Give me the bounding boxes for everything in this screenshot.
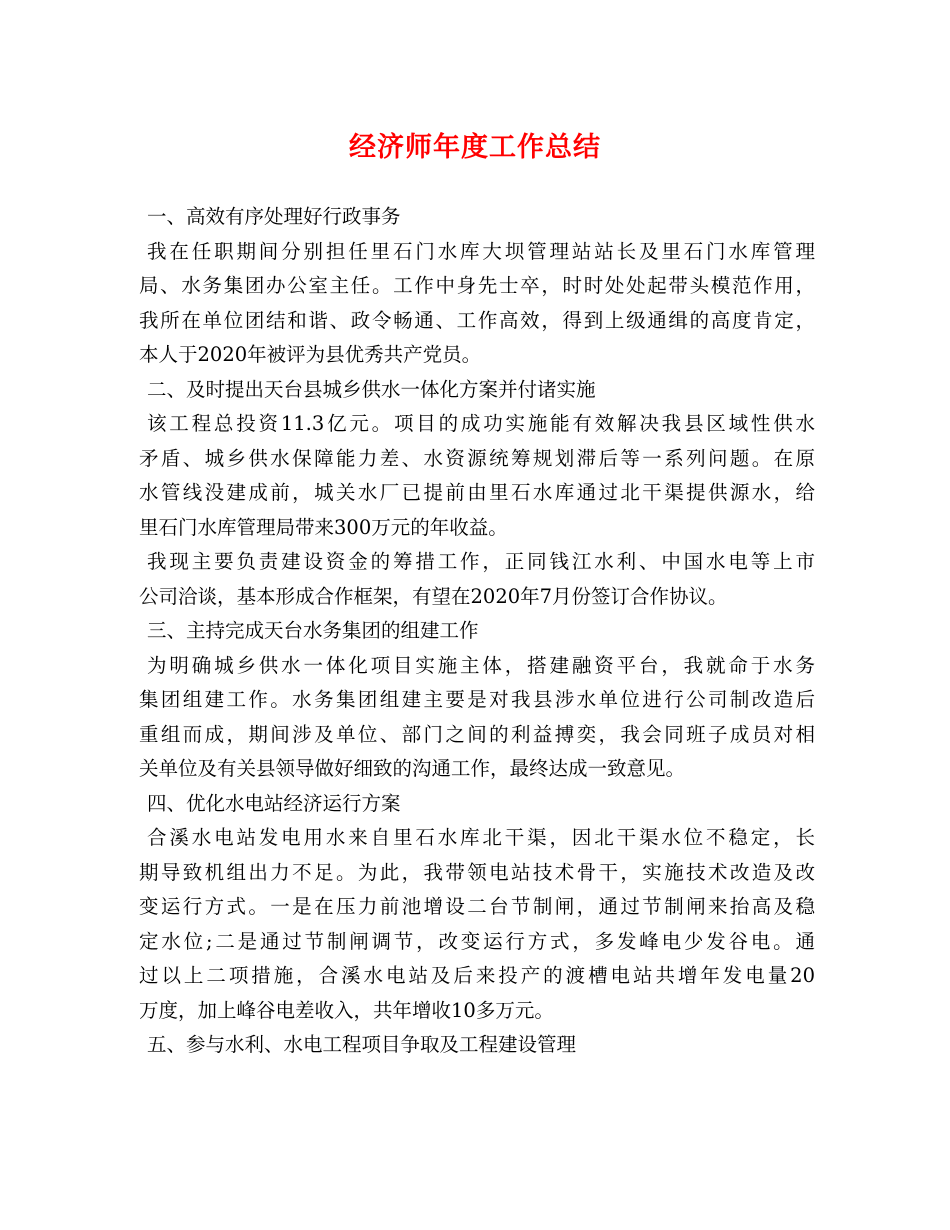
section-heading-2: 二、及时提出天台县城乡供水一体化方案并付诸实施 xyxy=(147,377,596,401)
paragraph-line: 公司洽谈，基本形成合作框架，有望在2020年7月份签订合作协议。 xyxy=(139,584,728,608)
section-heading-3: 三、主持完成天台水务集团的组建工作 xyxy=(147,619,479,642)
section-heading-5: 五、参与水利、水电工程项目争取及工程建设管理 xyxy=(147,1033,577,1056)
paragraph-line: 定水位;二是通过节制闸调节，改变运行方式，多发峰电少发谷电。通 xyxy=(139,929,815,953)
document-body xyxy=(139,200,815,1063)
paragraph-line: 集团组建工作。水务集团组建主要是对我县涉水单位进行公司制改造后 xyxy=(139,688,815,711)
paragraph-line: 过以上二项措施，合溪水电站及后来投产的渡槽电站共增年发电量20 xyxy=(139,964,815,987)
paragraph-line: 矛盾、城乡供水保障能力差、水资源统筹规划滞后等一系列问题。在原 xyxy=(139,446,815,470)
paragraph-line: 里石门水库管理局带来300万元的年收益。 xyxy=(139,515,508,539)
paragraph-line: 我在任职期间分别担任里石门水库大坝管理站站长及里石门水库管理 xyxy=(147,239,815,263)
paragraph-line: 变运行方式。一是在压力前池增设二台节制闸，通过节制闸来抬高及稳 xyxy=(139,895,815,918)
paragraph-line: 该工程总投资11.3亿元。项目的成功实施能有效解决我县区域性供水 xyxy=(147,412,815,435)
paragraph-line: 水管线没建成前，城关水厂已提前由里石水库通过北干渠提供源水，给 xyxy=(139,481,815,504)
paragraph-line: 为明确城乡供水一体化项目实施主体，搭建融资平台，我就命于水务 xyxy=(147,653,815,677)
section-heading-4: 四、优化水电站经济运行方案 xyxy=(147,791,401,815)
paragraph-line: 关单位及有关县领导做好细致的沟通工作，最终达成一致意见。 xyxy=(139,757,686,780)
paragraph-line: 期导致机组出力不足。为此，我带领电站技术骨干，实施技术改造及改 xyxy=(139,860,815,884)
paragraph-line: 重组而成，期间涉及单位、部门之间的利益搏奕，我会同班子成员对相 xyxy=(139,722,815,746)
document-title: 经济师年度工作总结 xyxy=(349,132,601,163)
paragraph-line: 本人于2020年被评为县优秀共产党员。 xyxy=(139,343,482,366)
paragraph-line: 我现主要负责建设资金的筹措工作，正同钱江水利、中国水电等上市 xyxy=(147,550,815,573)
section-heading-1: 一、高效有序处理好行政事务 xyxy=(147,205,401,228)
paragraph-line: 合溪水电站发电用水来自里石水库北干渠，因北干渠水位不稳定，长 xyxy=(147,826,815,849)
paragraph-line: 局、水务集团办公室主任。工作中身先士卒，时时处处起带头模范作用， xyxy=(139,274,815,297)
paragraph-line: 我所在单位团结和谐、政令畅通、工作高效，得到上级通缉的高度肯定， xyxy=(139,308,815,332)
paragraph-line: 万度，加上峰谷电差收入，共年增收10多万元。 xyxy=(139,998,554,1022)
